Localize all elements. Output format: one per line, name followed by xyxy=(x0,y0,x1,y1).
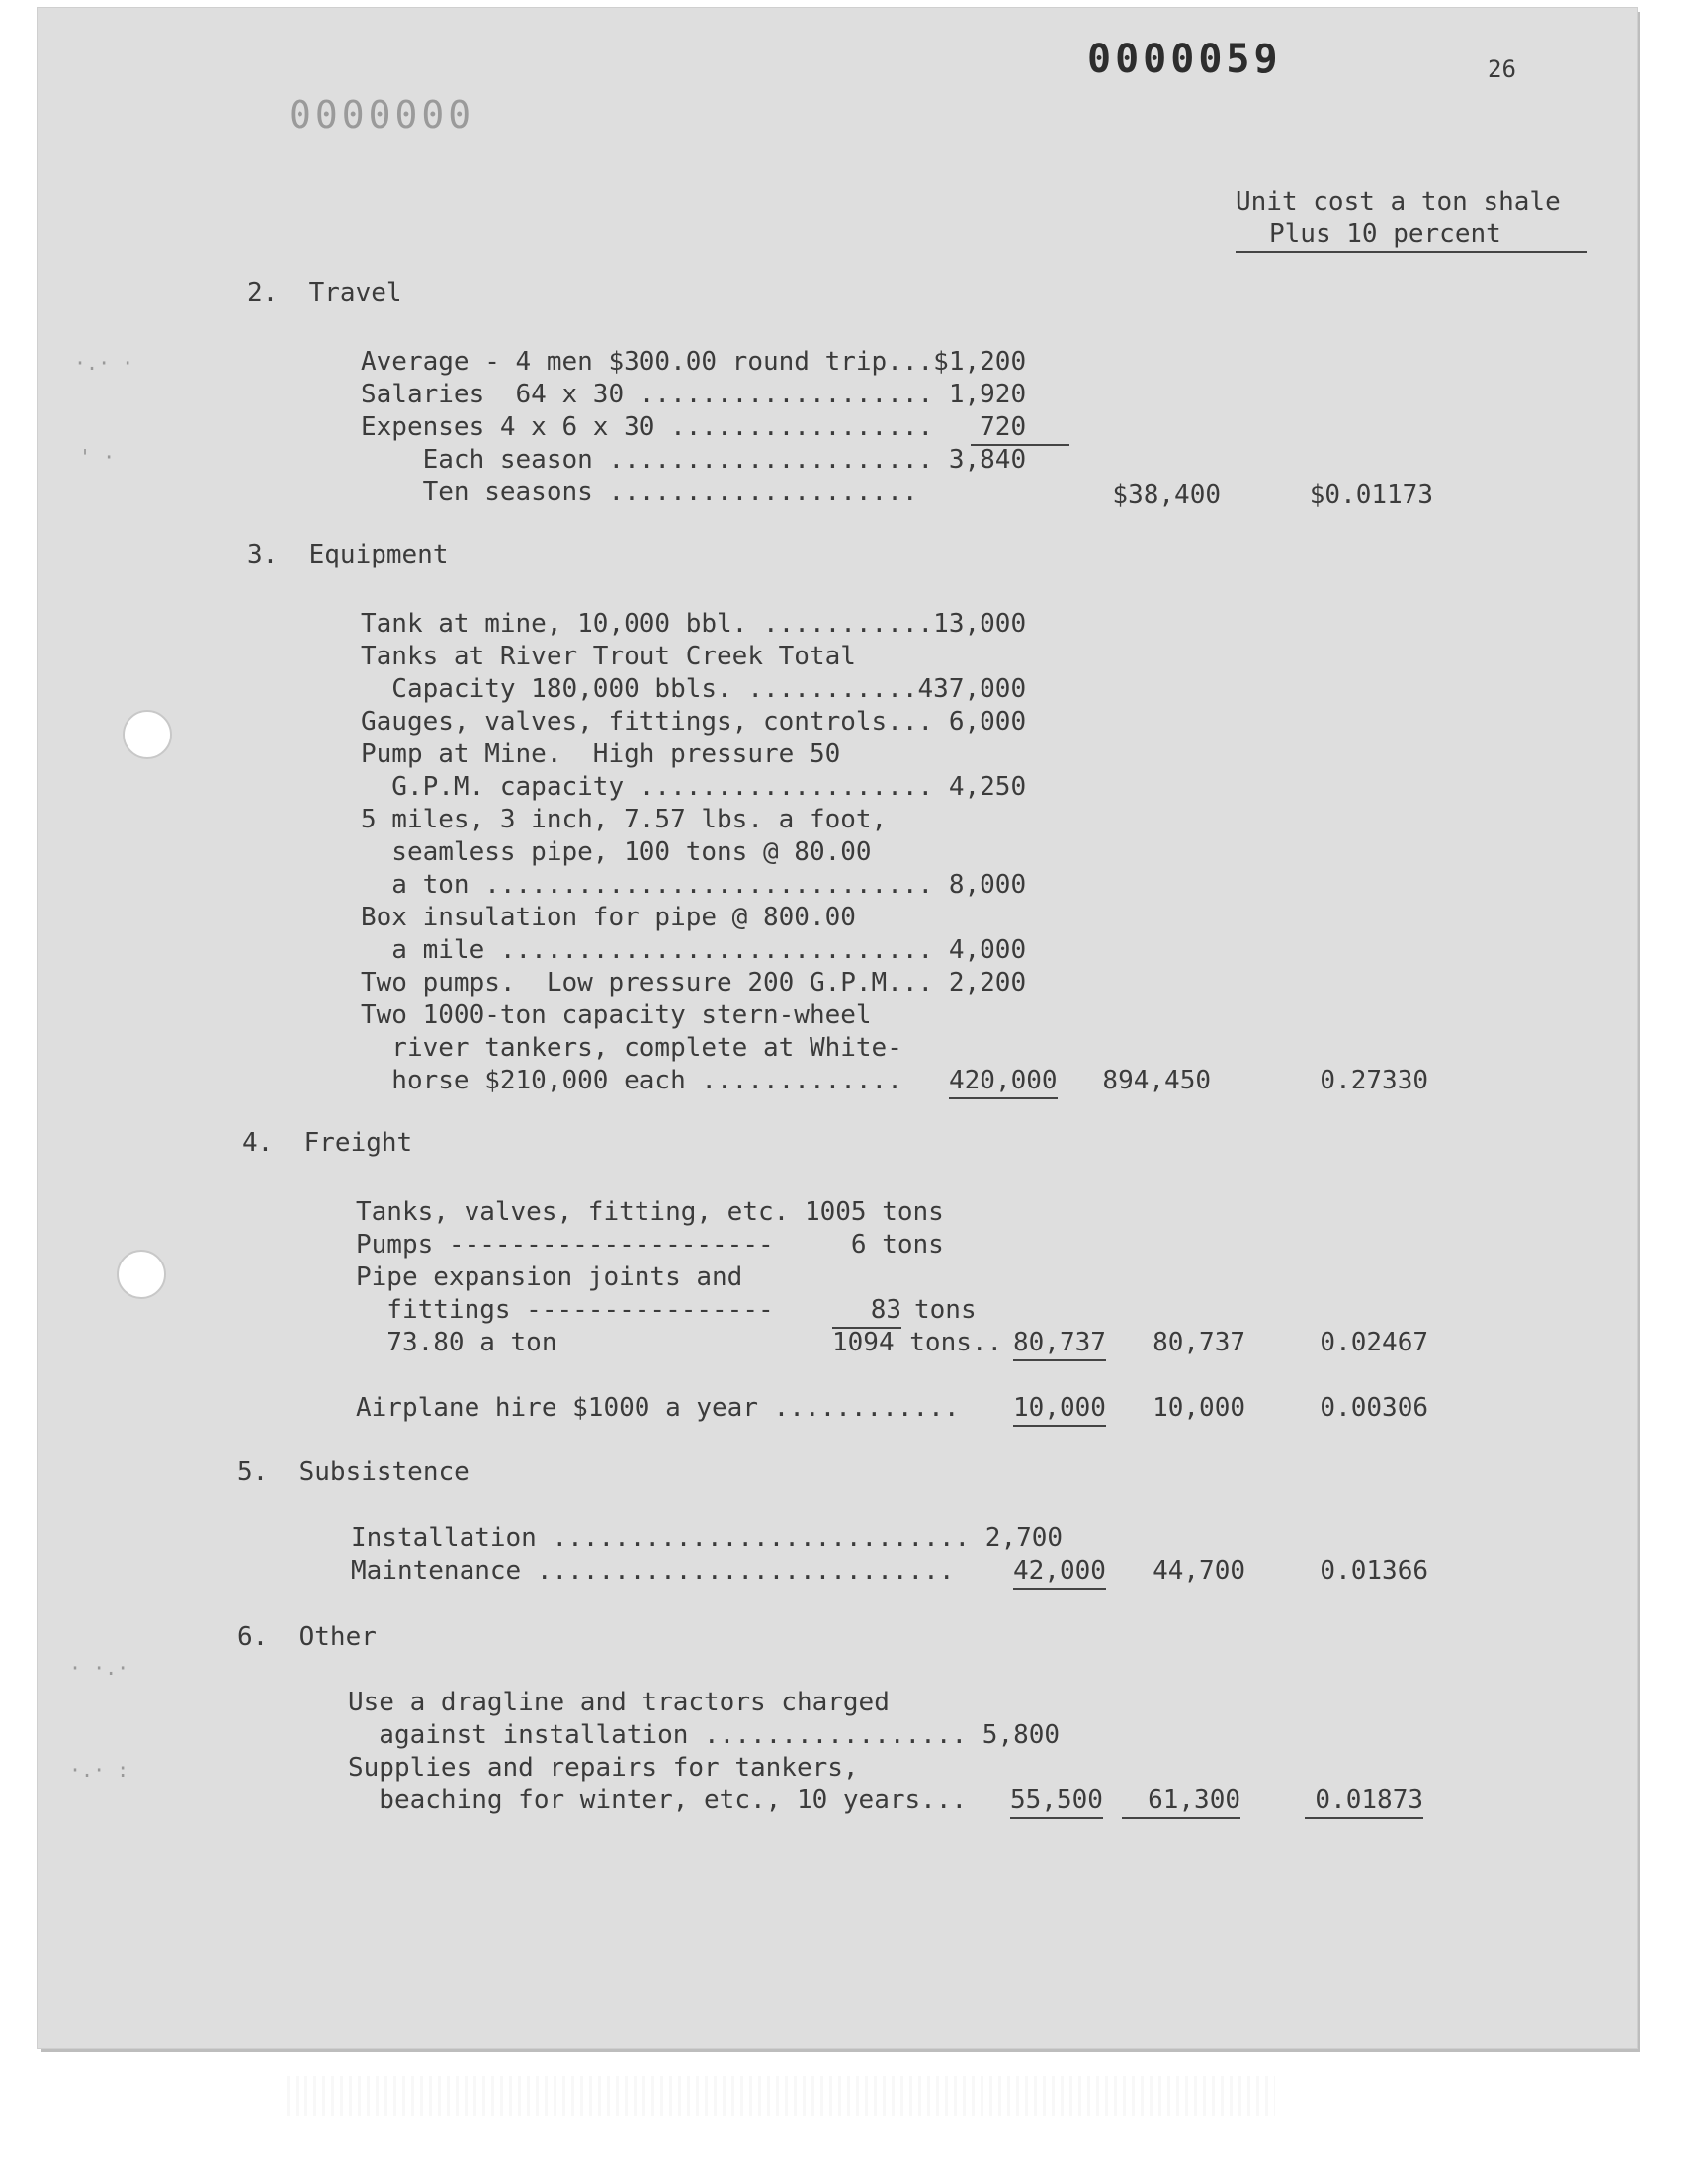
freight-rate: 73.80 a ton xyxy=(356,1328,557,1357)
equipment-line: Gauges, valves, fittings, controls... 6,000 xyxy=(361,707,1027,737)
airplane-amount: 10,000 xyxy=(1013,1392,1106,1427)
freight-line: Tanks, valves, fitting, etc. 1005 tons xyxy=(356,1197,944,1227)
equipment-line: Two 1000-ton capacity stern-wheel xyxy=(361,1000,872,1030)
page-number: 26 xyxy=(1488,55,1516,83)
travel-total: $38,400 xyxy=(1112,480,1221,510)
travel-line: Expenses 4 x 6 x 30 ................. 720 xyxy=(361,412,1027,442)
other-line: against installation ................. 5,800 xyxy=(348,1720,1061,1750)
freight-line: Pumps --------------------- 6 tons xyxy=(356,1230,944,1260)
equipment-line: Capacity 180,000 bbls. ...........437,000 xyxy=(361,674,1027,704)
equipment-last-amount: 420,000 xyxy=(949,1065,1058,1099)
margin-speck: ·.· · xyxy=(74,351,134,375)
section-heading-other: 6. Other xyxy=(237,1622,377,1652)
punch-hole-top xyxy=(123,710,172,759)
section-heading-subsistence: 5. Subsistence xyxy=(237,1457,470,1487)
pipe-tons-unit: tons xyxy=(914,1295,977,1325)
unit-cost-heading-line1: Unit cost a ton shale xyxy=(1236,187,1561,217)
travel-line: Average - 4 men $300.00 round trip...$1,200 xyxy=(361,347,1027,377)
other-last-label: beaching for winter, etc., 10 years... xyxy=(348,1785,968,1815)
equipment-line: Tank at mine, 10,000 bbl. ...........13,000 xyxy=(361,609,1027,639)
freight-total: 80,737 xyxy=(1153,1328,1245,1357)
equipment-line: Two pumps. Low pressure 200 G.P.M... 2,200 xyxy=(361,968,1027,998)
equipment-line: seamless pipe, 100 tons @ 80.00 xyxy=(361,837,872,867)
equipment-total: 894,450 xyxy=(1102,1066,1211,1095)
unit-cost-heading-line2: Plus 10 percent xyxy=(1269,219,1501,249)
margin-speck: ·.· : xyxy=(69,1758,129,1782)
heading-underline xyxy=(1236,251,1587,253)
travel-unit-cost: $0.01173 xyxy=(1309,480,1433,510)
airplane-unit-cost: 0.00306 xyxy=(1320,1393,1428,1423)
other-line: Supplies and repairs for tankers, xyxy=(348,1753,859,1783)
other-total: 61,300 xyxy=(1122,1784,1240,1819)
punch-hole-bottom xyxy=(117,1250,166,1299)
other-last-amount: 55,500 xyxy=(1010,1784,1103,1819)
equipment-line: 5 miles, 3 inch, 7.57 lbs. a foot, xyxy=(361,805,888,834)
pipe-tons: 83 xyxy=(832,1294,901,1329)
equipment-line: horse $210,000 each ............. xyxy=(361,1066,902,1095)
freight-line: fittings ---------------- xyxy=(356,1295,774,1325)
freight-line: Pipe expansion joints and xyxy=(356,1262,743,1292)
freight-amount: 80,737 xyxy=(1013,1327,1106,1361)
subsistence-total: 44,700 xyxy=(1153,1556,1245,1586)
airplane-hire-label: Airplane hire $1000 a year ............ xyxy=(356,1393,960,1423)
document-number: 0000059 xyxy=(1087,37,1282,82)
faded-stamp-number: 0000000 xyxy=(289,93,475,136)
maintenance-label: Maintenance ........................... xyxy=(351,1556,955,1586)
section-heading-freight: 4. Freight xyxy=(242,1128,413,1158)
margin-speck: · ·.· xyxy=(69,1656,129,1680)
equipment-line: G.P.M. capacity ................... 4,250 xyxy=(361,772,1027,802)
section-heading-equipment: 3. Equipment xyxy=(247,540,449,569)
equipment-line: river tankers, complete at White- xyxy=(361,1033,902,1063)
scan-streak xyxy=(287,2076,1275,2116)
installation-line: Installation ........................... 2,700 xyxy=(351,1523,1064,1553)
other-unit-cost: 0.01873 xyxy=(1305,1784,1423,1819)
margin-speck: ' · xyxy=(79,445,116,469)
airplane-total: 10,000 xyxy=(1153,1393,1245,1423)
freight-unit-cost: 0.02467 xyxy=(1320,1328,1428,1357)
equipment-line: Pump at Mine. High pressure 50 xyxy=(361,740,841,769)
equipment-line: a ton ............................. 8,000 xyxy=(361,870,1027,900)
other-line: Use a dragline and tractors charged xyxy=(348,1688,890,1717)
equipment-line: a mile ............................ 4,000 xyxy=(361,935,1027,965)
equipment-line: Tanks at River Trout Creek Total xyxy=(361,642,856,671)
travel-line: Ten seasons .................... xyxy=(361,478,918,507)
section-heading-travel: 2. Travel xyxy=(247,278,402,307)
freight-tons-total: 1094 tons.. xyxy=(832,1328,1003,1357)
travel-line: Each season ..................... 3,840 xyxy=(361,445,1027,475)
subsistence-unit-cost: 0.01366 xyxy=(1320,1556,1428,1586)
equipment-unit-cost: 0.27330 xyxy=(1320,1066,1428,1095)
maintenance-amount: 42,000 xyxy=(1013,1555,1106,1590)
travel-line: Salaries 64 x 30 ................... 1,920 xyxy=(361,380,1027,409)
equipment-line: Box insulation for pipe @ 800.00 xyxy=(361,903,856,932)
